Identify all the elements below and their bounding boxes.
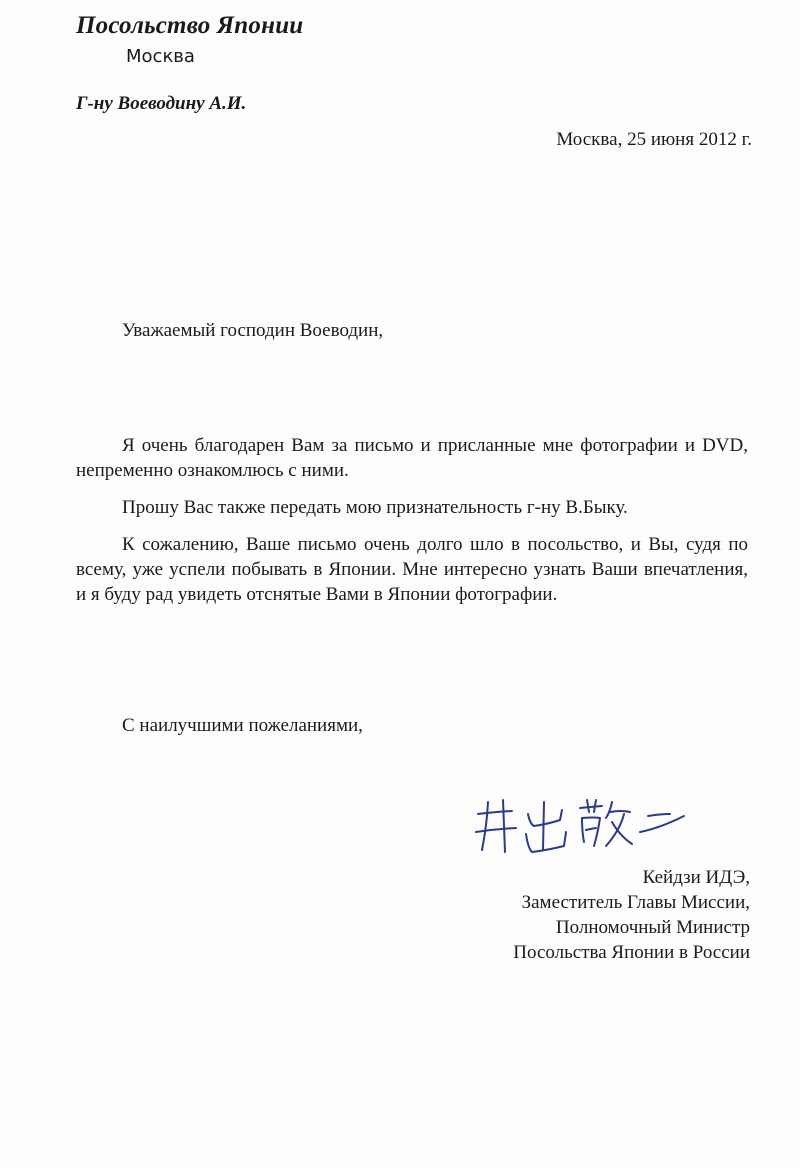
letter-body [76, 433, 748, 619]
closing: С наилучшими пожеланиями, [122, 715, 363, 736]
date-line: Москва, 25 июня 2012 г. [556, 129, 752, 150]
signatory-title: Полномочный Министр [555, 917, 750, 938]
signatory-title: Посольства Японии в России [513, 942, 750, 963]
organization-city: Москва [126, 46, 195, 67]
salutation: Уважаемый господин Воеводин, [122, 320, 384, 341]
body-paragraph: Прошу Вас также передать мою признательность г-ну В.Быку. [122, 497, 628, 518]
signatory-block [513, 865, 750, 965]
organization-name: Посольство Японии [76, 12, 304, 39]
body-paragraph: К сожалению, Ваше письмо очень долго шло в посольство, и Вы, судя по всему, уже успели побывать в Японии. Мне интересно узнать Ваши впечатления, и я буду рад увидеть отснятые Вами в Японии фотографии. [76, 534, 748, 605]
body-paragraph: Я очень благодарен Вам за письмо и присланные мне фотографии и DVD, непременно ознакомлюсь с ними. [76, 435, 748, 481]
addressee: Г-ну Воеводину А.И. [76, 93, 247, 114]
signatory-name: Кейдзи ИДЭ, [642, 867, 750, 888]
signatory-title: Заместитель Главы Миссии, [521, 892, 750, 913]
handwritten-signature [470, 790, 690, 860]
